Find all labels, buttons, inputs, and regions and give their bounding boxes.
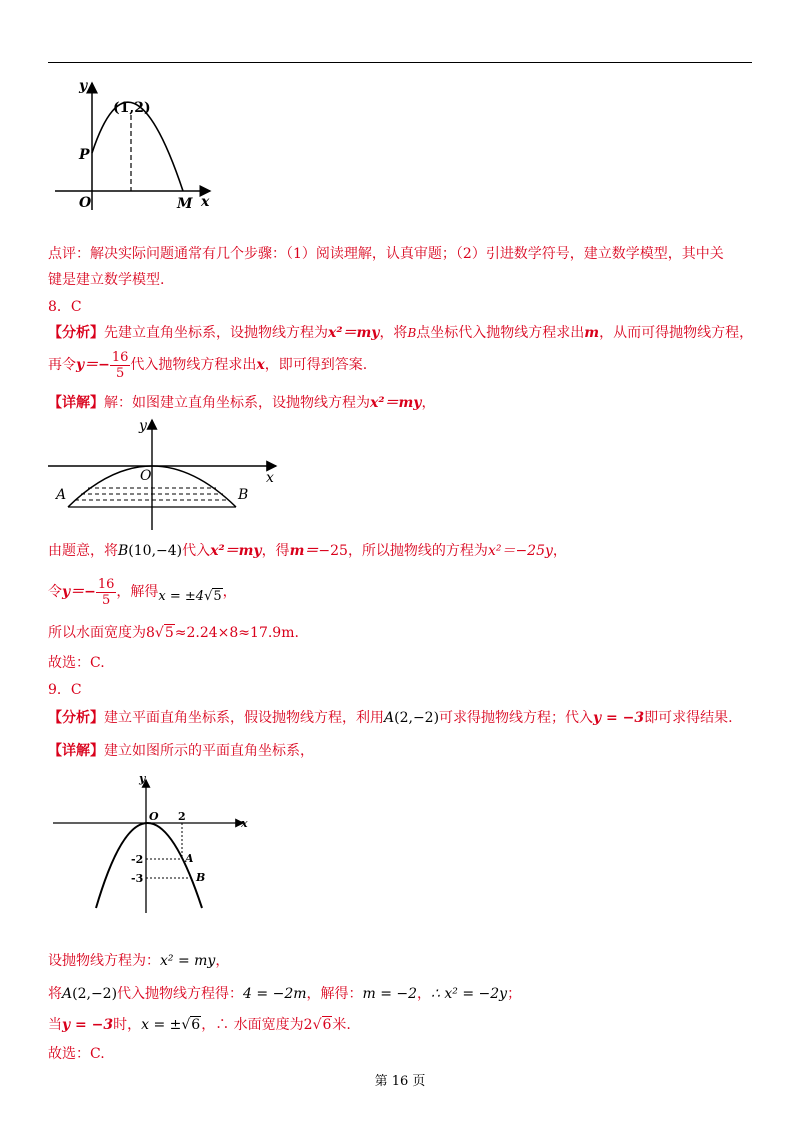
q8-number: 8．C [48,299,82,315]
q9-detail-line-2: 设抛物线方程为：x² = my， [48,953,230,969]
label-B: B [238,487,249,503]
header-rule [48,62,752,63]
label-2: 2 [178,810,186,823]
parabola-curve [96,823,202,908]
q9-detail-line-1: 【详解】建立如图所示的平面直角坐标系， [48,743,314,759]
q9-number: 9．C [48,682,82,698]
figure-bridge-parabola [48,415,283,535]
q9-analysis-line: 【分析】建立平面直角坐标系，假设抛物线方程，利用A(2,−2)可求得抛物线方程；代入y = −3即可求得结果. [48,710,733,726]
comment-line-1: 点评：解决实际问题通常有几个步骤：（1）阅读理解，认真审题；（2）引进数学符号，建立数学模型，其中关 [48,246,724,262]
label-O: O [140,468,152,484]
q9-detail-line-3: 将A(2,−2)代入抛物线方程得：4 = −2m，解得：m = −2，∴ x² = −2y； [48,986,522,1002]
label-x: x [266,470,274,486]
label-B: B [196,871,206,884]
figure-parabola-AB [48,768,253,918]
label-minus3: -3 [131,872,144,885]
q8-analysis-line-1: 【分析】先建立直角坐标系，设抛物线方程为x²＝my，将B点坐标代入抛物线方程求出m，从而可得抛物线方程， [48,325,754,341]
label-M: M [177,196,193,212]
q8-detail-line-2: 由题意，将B(10,−4)代入x²＝my，得m＝−25，所以抛物线的方程为x²＝−25y， [48,543,567,559]
fraction-16-5: $\frac{16}{5}$ [97,576,115,608]
label-y: y [139,418,147,434]
label-vertex: (1,2) [113,100,151,116]
q8-detail-line-4: 所以水面宽度为8√5≈2.24×8≈17.9m. [48,625,299,641]
q8-detail-line-3: 令y＝− $\frac{16}{5}$ ，解得x = ±4√5， [48,576,237,608]
label-x: x [201,194,210,210]
q8-analysis-line-2: 再令y＝− $\frac{16}{5}$ 代入抛物线方程求出x，即可得到答案. [48,349,368,381]
page-footer: 第 16 页 [374,1074,426,1089]
q8-answer: 故选：C. [48,655,105,671]
label-A: A [185,852,194,865]
label-x: x [241,817,248,830]
label-A: A [56,487,67,503]
label-O: O [79,195,92,211]
q8-detail-line-1: 【详解】解：如图建立直角坐标系，设抛物线方程为x²＝my， [48,395,436,411]
figure-parabola-vertex [55,75,225,215]
label-y: y [139,772,146,785]
label-P: P [79,147,90,163]
comment-line-2: 键是建立数学模型. [48,272,165,288]
q9-detail-line-4: 当y = −3时，x = ±√6，∴ 水面宽度为2√6米. [48,1017,351,1033]
q9-answer: 故选：C. [48,1046,105,1062]
label-minus2: -2 [131,853,144,866]
label-y: y [79,78,88,94]
label-O: O [149,810,159,823]
fraction-16-5: $\frac{16}{5}$ [111,349,129,381]
